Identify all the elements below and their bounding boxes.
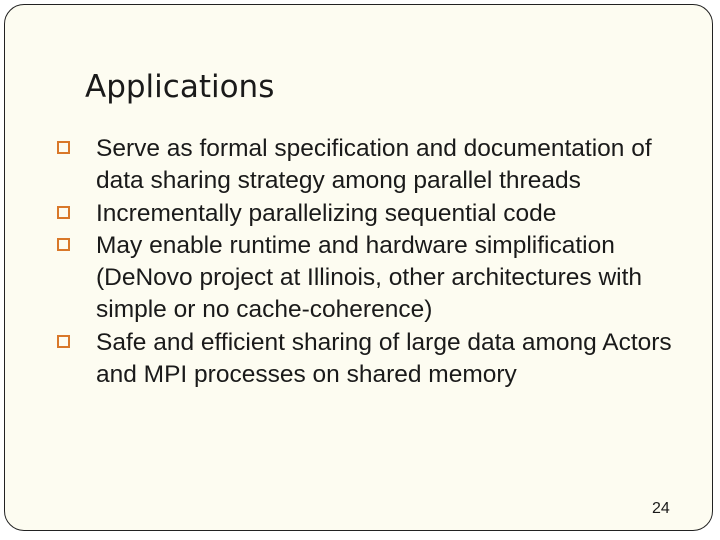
bullet-item (57, 230, 697, 327)
bullet-text: Serve as formal specification and documentation of data sharing strategy among parallel threads (96, 135, 652, 195)
bullet-list (57, 133, 697, 391)
square-bullet-icon (57, 206, 70, 219)
bullet-item (57, 198, 697, 230)
slide-title: Applications (85, 69, 275, 105)
slide-frame (4, 4, 713, 531)
square-bullet-icon (57, 141, 70, 154)
bullet-text: Safe and efficient sharing of large data among Actors and MPI processes on shared memory (96, 328, 672, 389)
square-bullet-icon (57, 335, 70, 348)
page-number: 24 (652, 500, 670, 517)
bullet-item (57, 327, 697, 392)
bullet-item (57, 133, 697, 198)
square-bullet-icon (57, 238, 70, 251)
bullet-text: May enable runtime and hardware simplification (DeNovo project at Illinois, other architectures with simple or no cache-coherence) (96, 231, 643, 324)
bullet-text: Incrementally parallelizing sequential code (96, 199, 557, 227)
